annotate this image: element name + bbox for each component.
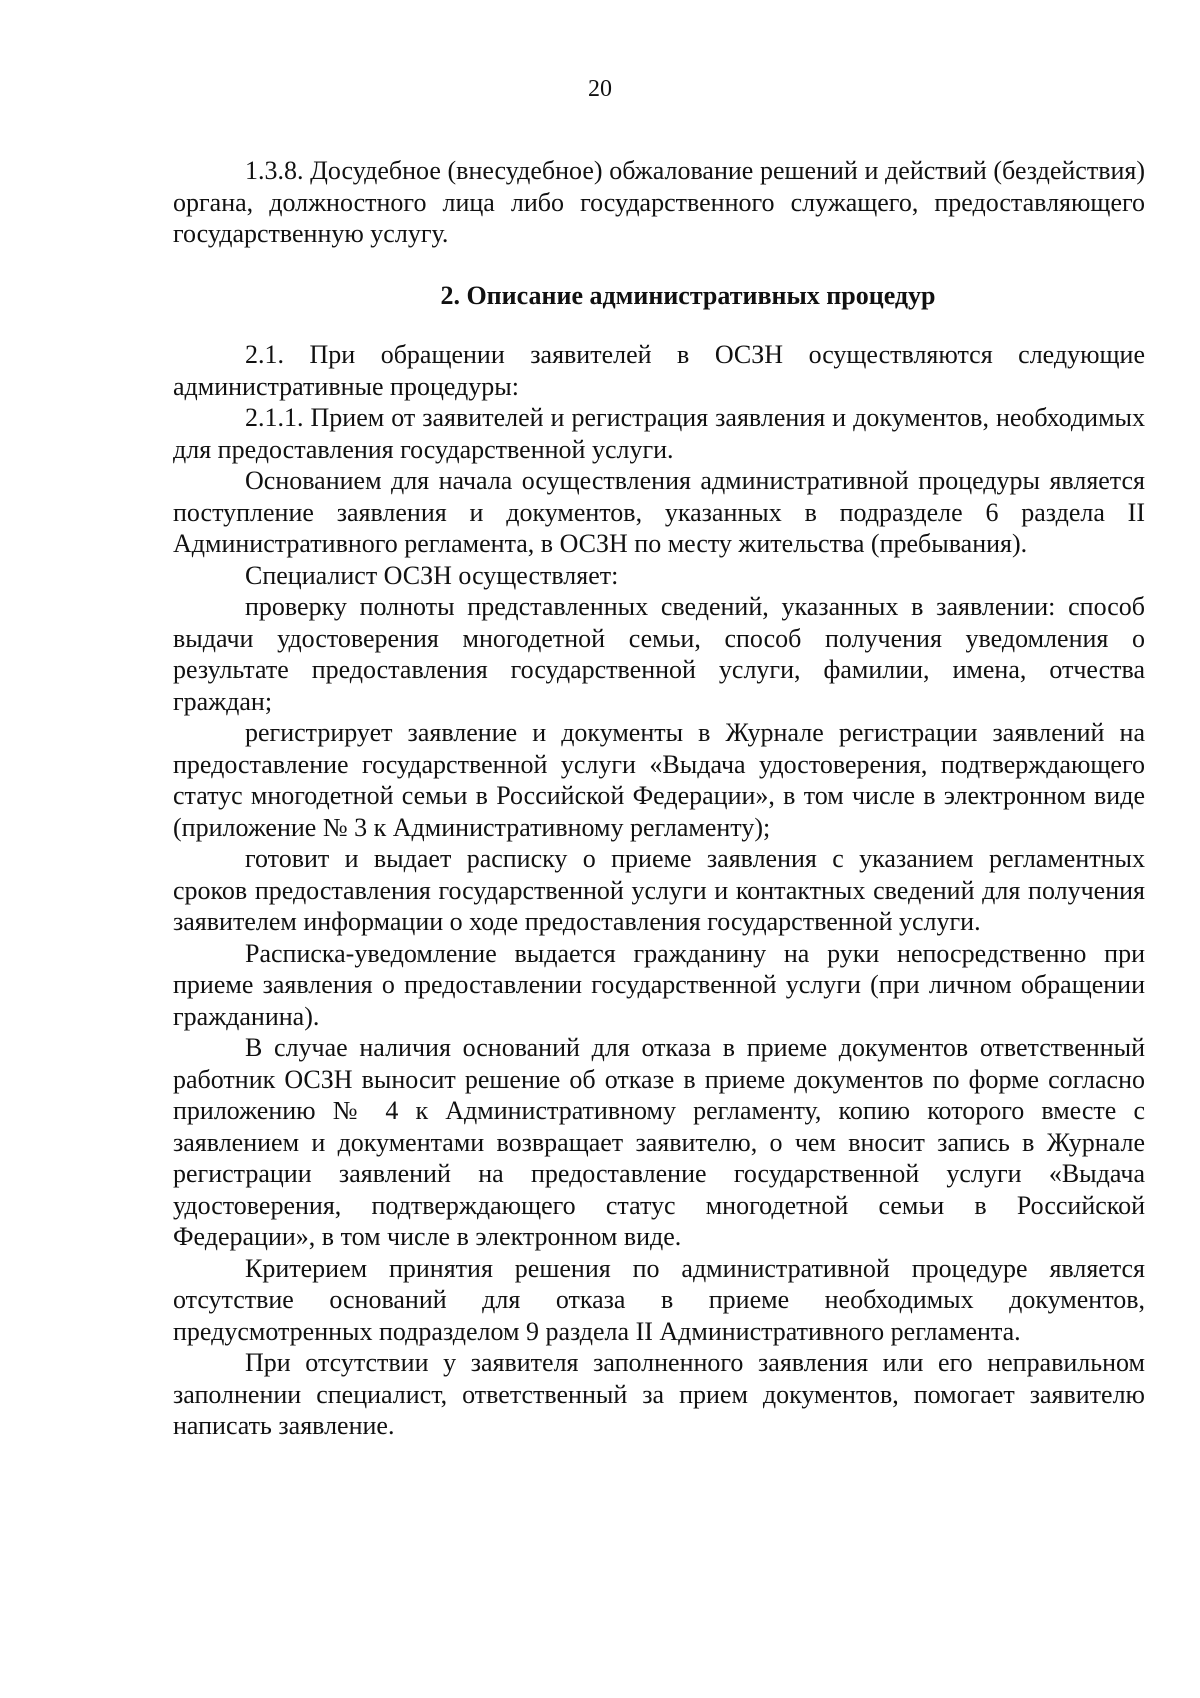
paragraph: проверку полноты представленных сведений, указанных в заявлении: способ выдачи удостоверения многодетной семьи, способ получения уведомления о результате предоставления государственной услуги, фамилии, имена, отчества граждан;: [173, 592, 1145, 716]
paragraph-1-3-8: 1.3.8. Досудебное (внесудебное) обжалование решений и действий (бездействия) органа, должностного лица либо государственного служащего, предоставляющего государственную услугу.: [173, 156, 1145, 248]
paragraph: Основанием для начала осуществления административной процедуры является поступление заявления и документов, указанных в подразделе 6 раздела II Административного регламента, в ОСЗН по месту жительства (пребывания).: [173, 466, 1145, 558]
paragraph: 2.1.1. Прием от заявителей и регистрация заявления и документов, необходимых для предоставления государственной услуги.: [173, 403, 1145, 464]
document-body: [173, 155, 1145, 1442]
paragraph: Специалист ОСЗН осуществляет:: [245, 560, 619, 590]
paragraph: В случае наличия оснований для отказа в приеме документов ответственный работник ОСЗН выносит решение об отказе в приеме документов по форме согласно приложению № 4 к Административному регламенту, копию которого вместе с заявлением и документами возвращает заявителю, о чем вносит запись в Журнале регистрации заявлений на предоставление государственной услуги «Выдача удостоверения, подтверждающего статус многодетной семьи в Российской Федерации», в том числе в электронном виде.: [173, 1033, 1145, 1251]
paragraph: При отсутствии у заявителя заполненного заявления или его неправильном заполнении специалист, ответственный за прием документов, помогает заявителю написать заявление.: [173, 1348, 1145, 1440]
paragraph: Критерием принятия решения по административной процедуре является отсутствие оснований для отказа в приеме необходимых документов, предусмотренных подразделом 9 раздела II Административного регламента.: [173, 1253, 1145, 1346]
paragraph: 2.1. При обращении заявителей в ОСЗН осуществляются следующие административные процедуры:: [173, 340, 1145, 401]
section-heading: 2. Описание административных процедур: [440, 280, 936, 310]
paragraph: Расписка-уведомление выдается гражданину на руки непосредственно при приеме заявления о предоставлении государственной услуги (при личном обращении гражданина).: [173, 938, 1145, 1031]
paragraph: регистрирует заявление и документы в Журнале регистрации заявлений на предоставление государственной услуги «Выдача удостоверения, подтверждающего статус многодетной семьи в Российской Федерации», в том числе в электронном виде (приложение № 3 к Административному регламенту);: [173, 718, 1145, 842]
paragraph: готовит и выдает расписку о приеме заявления с указанием регламентных сроков предоставления государственной услуги и контактных сведений для получения заявителем информации о ходе предоставления государственной услуги.: [173, 844, 1145, 936]
page-number: 20: [588, 76, 612, 102]
